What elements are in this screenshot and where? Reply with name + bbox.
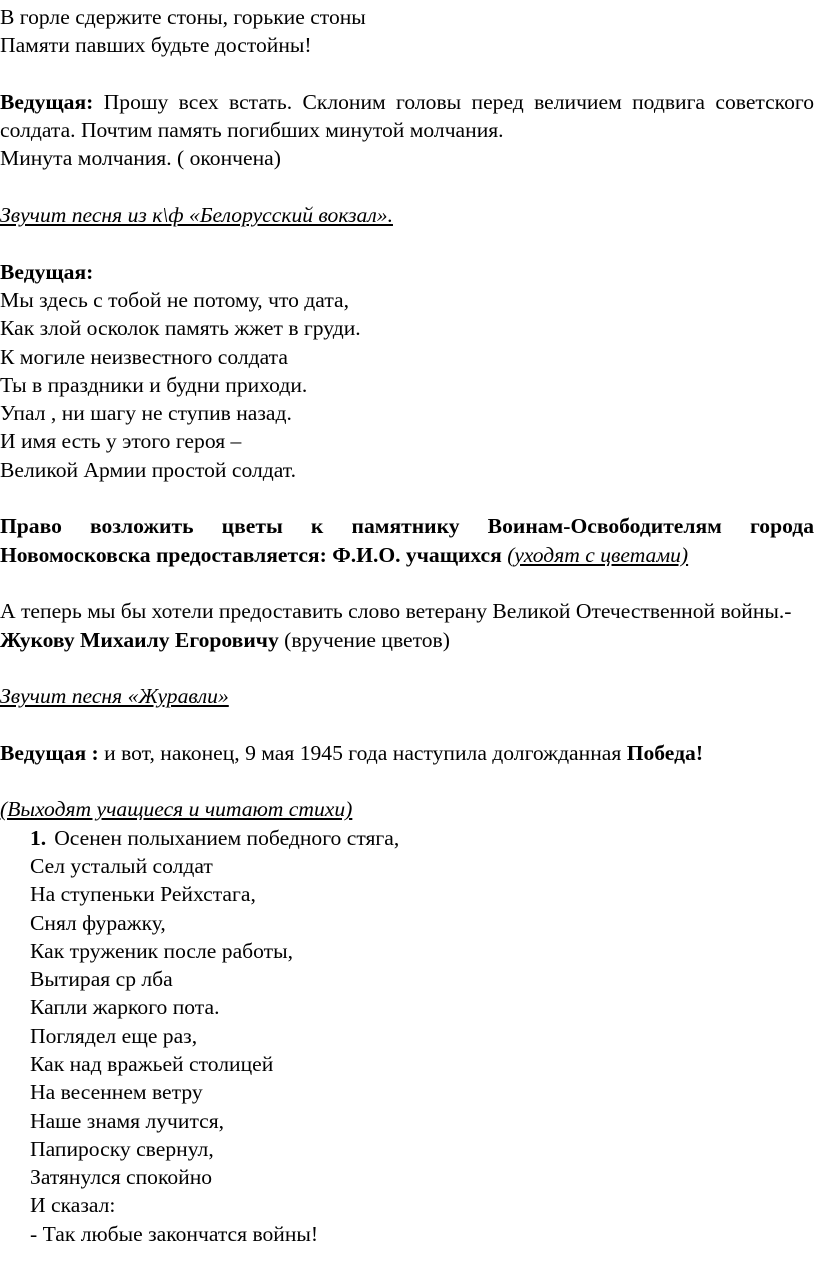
poem-line: Наше знамя лучится, (30, 1108, 225, 1133)
poem-line: Вытирая ср лба (30, 967, 173, 992)
spacer (0, 229, 814, 257)
flowers-text: Право возложить цветы к памятнику Воинам-Освободителям города Новомосковска предоставляется: Ф.И.О. учащихся (0, 514, 814, 567)
host-text: и вот, наконец, 9 мая 1945 года наступила долгожданная (98, 740, 627, 765)
speaker-label: Ведущая: (0, 259, 94, 284)
poem-line: На ступеньки Рейхстага, (30, 882, 256, 907)
poem-line: Сел усталый солдат (30, 853, 213, 878)
flowers-paragraph (0, 512, 814, 569)
poem-line: К могиле неизвестного солдата (0, 344, 288, 369)
song-note-text: Звучит песня из к\ф «Белорусский вокзал». (0, 203, 393, 228)
speaker-label: Ведущая: (0, 89, 94, 114)
spacer (0, 569, 814, 597)
victory-word: Победа! (626, 740, 704, 765)
poem-line: - Так любые закончатся войны! (30, 1221, 319, 1246)
veteran-text: А теперь мы бы хотели предоставить слово ветерану Великой Отечественной войны.- (0, 599, 792, 624)
poem-line: И имя есть у этого героя – (0, 429, 242, 454)
song-note-text: Звучит песня «Журавли» (0, 684, 229, 709)
spacer (0, 710, 814, 738)
flowers-note: (уходят с цветами) (507, 542, 689, 567)
poem-line: Как над вражьей столицей (30, 1051, 274, 1076)
poem-line (30, 824, 814, 852)
poem-2 (0, 824, 814, 1248)
students-note-text: (Выходят учащиеся и читают стихи) (0, 797, 353, 822)
poem-line: На весеннем ветру (30, 1080, 203, 1105)
poem-line: Как злой осколок память жжет в груди. (0, 316, 361, 341)
veteran-paragraph (0, 597, 814, 654)
poem-line: Затянулся спокойно (30, 1165, 213, 1190)
poem-line: Капли жаркого пота. (30, 995, 220, 1020)
poem-line: Папироску свернул, (30, 1136, 214, 1161)
poem-first-line: Осенен полыханием победного стяга, (54, 825, 400, 850)
veteran-note: (вручение цветов) (278, 627, 450, 652)
host-paragraph-3 (0, 739, 814, 767)
poem-number: 1. (30, 825, 47, 850)
poem-1 (0, 286, 814, 484)
poem-line: Как труженик после работы, (30, 938, 293, 963)
poem-line: Мы здесь с тобой не потому, что дата, (0, 287, 349, 312)
minute-of-silence: Минута молчания. ( окончена) (0, 146, 281, 171)
speaker-label: Ведущая : (0, 740, 99, 765)
host-paragraph-1 (0, 88, 814, 145)
poem-line: Упал , ни шагу не ступив назад. (0, 401, 292, 426)
veteran-name: Жукову Михаилу Егоровичу (0, 627, 279, 652)
intro-line: Памяти павших будьте достойны! (0, 33, 312, 58)
poem-line: Великой Армии простой солдат. (0, 457, 296, 482)
intro-line: В горле сдержите стоны, горькие стоны (0, 5, 366, 29)
song-note-2 (0, 682, 814, 710)
spacer (0, 767, 814, 795)
poem-line: Поглядел еще раз, (30, 1023, 198, 1048)
spacer (0, 484, 814, 512)
spacer (0, 173, 814, 201)
spacer (0, 654, 814, 682)
host-text: Прошу всех встать. Склоним головы перед величием подвига советского солдата. Почтим память погибших минутой молчания. (0, 89, 814, 143)
poem-line: Ты в праздники и будни приходи. (0, 372, 308, 397)
spacer (0, 60, 814, 88)
song-note-1 (0, 201, 814, 229)
students-note (0, 795, 814, 823)
document-page (0, 3, 814, 1248)
poem-line: И сказал: (30, 1193, 116, 1218)
poem-line: Снял фуражку, (30, 910, 166, 935)
